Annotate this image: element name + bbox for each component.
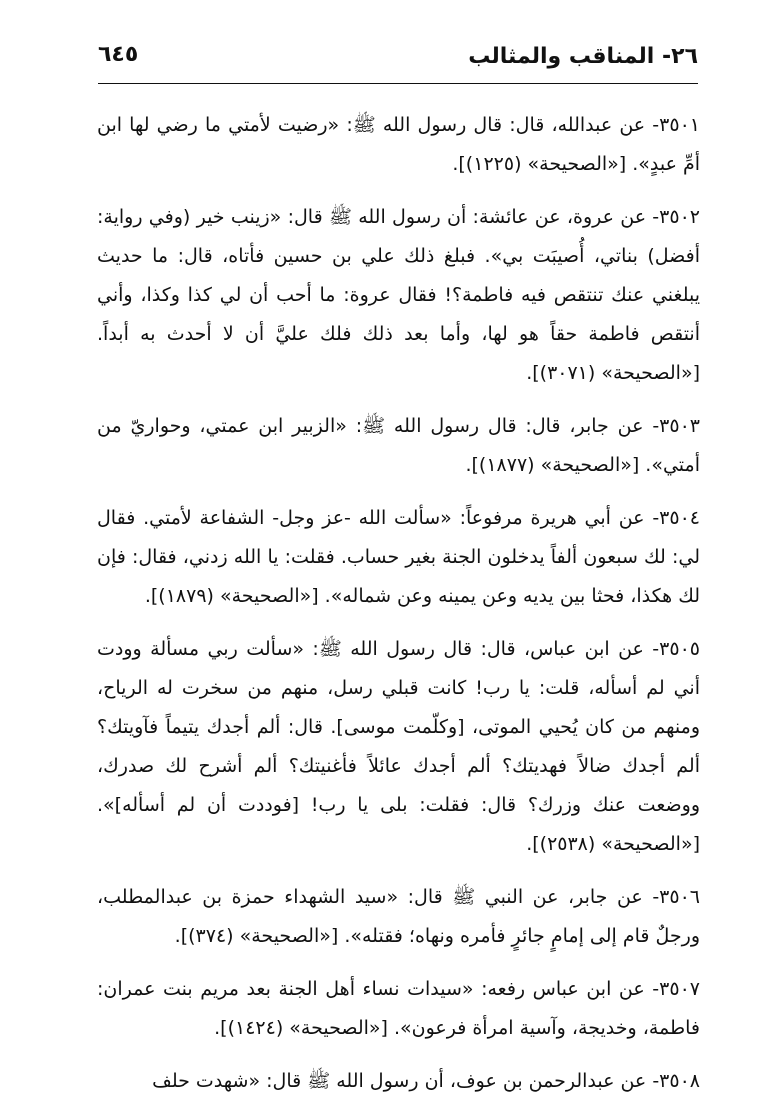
hadith-entry-3506: ٣٥٠٦- عن جابر، عن النبي ﷺ قال: «سيد الشهداء حمزة بن عبدالمطلب، ورجلٌ قام إلى إمامٍ جائرٍ فأمره ونهاه؛ فقتله». [«الصحيحة» (٣٧٤)]. (97, 886, 700, 947)
hadith-entry-3507: ٣٥٠٧- عن ابن عباس رفعه: «سيدات نساء أهل الجنة بعد مريم بنت عمران: فاطمة، وخديجة، وآسية امرأة فرعون». [«الصحيحة» (١٤٢٤)]. (97, 978, 700, 1039)
hadith-list (97, 106, 700, 1101)
hadith-entry-3505: ٣٥٠٥- عن ابن عباس، قال: قال رسول الله ﷺ: «سألت ربي مسألة وودت أني لم أسأله، قلت: يا رب! كانت قبلي رسل، منهم من سخرت له الرياح، ومنهم من كان يُحيي الموتى، [وكلّمت موسى]. قال: ألم أجدك يتيماً فآويتك؟ ألم أجدك ضالاً فهديتك؟ ألم أجدك عائلاً فأغنيتك؟ ألم أشرح لك صدرك، ووضعت عنك وزرك؟ قال: فقلت: بلى يا رب! [فوددت أن لم أسأله]». [«الصحيحة» (٢٥٣٨)]. (97, 638, 700, 855)
chapter-title: ٢٦- المناقب والمثالب (468, 44, 698, 69)
running-header (98, 38, 698, 82)
hadith-entry-3502: ٣٥٠٢- عن عروة، عن عائشة: أن رسول الله ﷺ قال: «زينب خير (وفي رواية: أفضل) بناتي، أُصيبَت بي». فبلغ ذلك علي بن حسين فأتاه، قال: ما حديث يبلغني عنك تنتقص فيه فاطمة؟! فقال عروة: ما أحب أن لي كذا وكذا، وأني أنتقص فاطمة حقاً هو لها، وأما بعد ذلك فلك عليَّ أن لا أحدث به أبداً. [«الصحيحة» (٣٠٧١)]. (97, 206, 700, 384)
page-number: ٦٤٥ (98, 42, 139, 67)
hadith-entry-3501: ٣٥٠١- عن عبدالله، قال: قال رسول الله ﷺ: «رضيت لأمتي ما رضي لها ابن أمِّ عبدٍ». [«الصحيحة» (١٢٢٥)]. (97, 114, 700, 175)
hadith-entry-3503: ٣٥٠٣- عن جابر، قال: قال رسول الله ﷺ: «الزبير ابن عمتي، وحواريّ من أمتي». [«الصحيحة» (١٨٧٧)]. (97, 415, 700, 476)
hadith-entry-3504: ٣٥٠٤- عن أبي هريرة مرفوعاً: «سألت الله -عز وجل- الشفاعة لأمتي. فقال لي: لك سبعون ألفاً يدخلون الجنة بغير حساب. فقلت: يا الله زدني، فقال: فإن لك هكذا، فحثا بين يديه وعن يمينه وعن شماله». [«الصحيحة» (١٨٧٩)]. (97, 507, 700, 607)
hadith-entry-3508: ٣٥٠٨- عن عبدالرحمن بن عوف، أن رسول الله ﷺ قال: «شهدت حلف (152, 1070, 700, 1092)
header-divider (98, 83, 698, 84)
